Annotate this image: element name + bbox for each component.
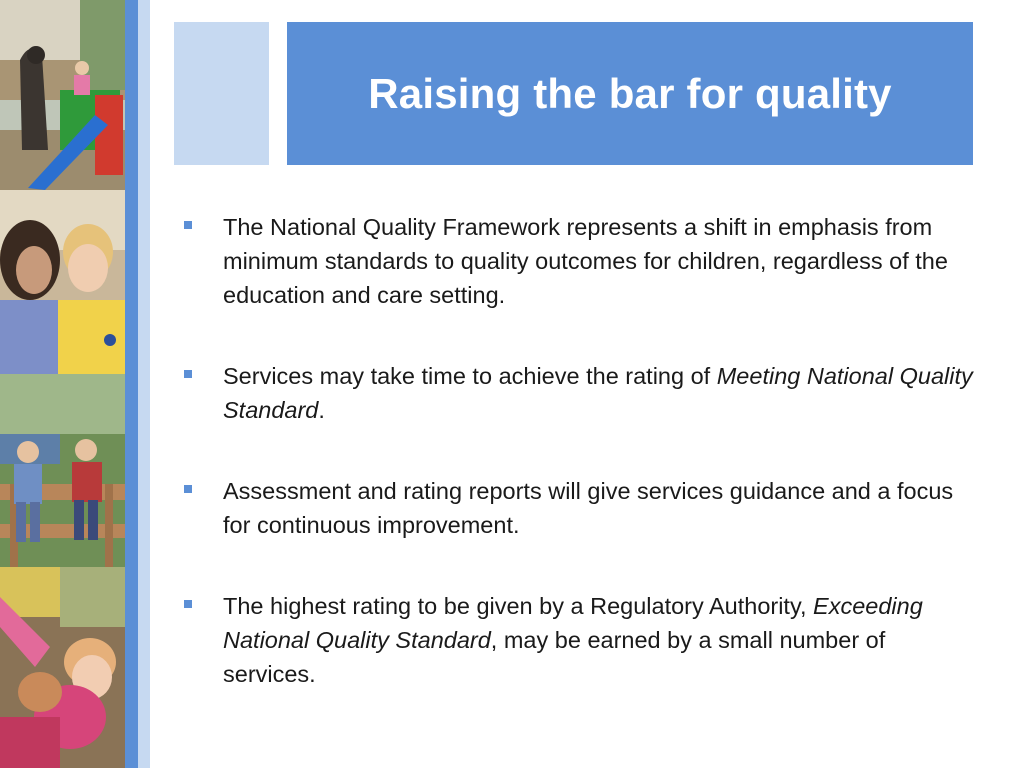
bullet-list [184,210,974,738]
accent-stripe-dark [125,0,138,768]
bullet-text: Services may take time to achieve the rating of [223,363,717,389]
bullet-emphasis: Meeting National Quality Standard [223,363,973,423]
bullet-item [184,589,974,691]
bullet-item [184,474,974,542]
bullet-square-icon [184,370,192,378]
photo-parent-child-slide [0,0,125,190]
slide-title: Raising the bar for quality [368,69,892,117]
photo-children-laughing [0,567,125,768]
accent-stripe-light [138,0,150,768]
bullet-square-icon [184,485,192,493]
bullet-text: Assessment and rating reports will give services guidance and a focus for continuous improvement. [223,478,954,538]
photo-strip [0,0,125,768]
bullet-text: The National Quality Framework represents a shift in emphasis from minimum standards to quality outcomes for children, regardless of the education and care setting. [223,214,948,308]
bullet-text: , may be earned by a small number of services. [223,627,886,687]
photo-two-children-whispering [0,190,125,374]
bullet-text: The highest rating to be given by a Regulatory Authority, [223,593,814,619]
title-accent-block [174,22,269,165]
bullet-square-icon [184,221,192,229]
bullet-emphasis: Exceeding National Quality Standard [223,593,923,653]
photo-children-on-playground [0,374,125,567]
bullet-square-icon [184,600,192,608]
bullet-item [184,359,974,427]
bullet-text: . [318,397,325,423]
bullet-item [184,210,974,312]
title-banner [287,22,973,165]
